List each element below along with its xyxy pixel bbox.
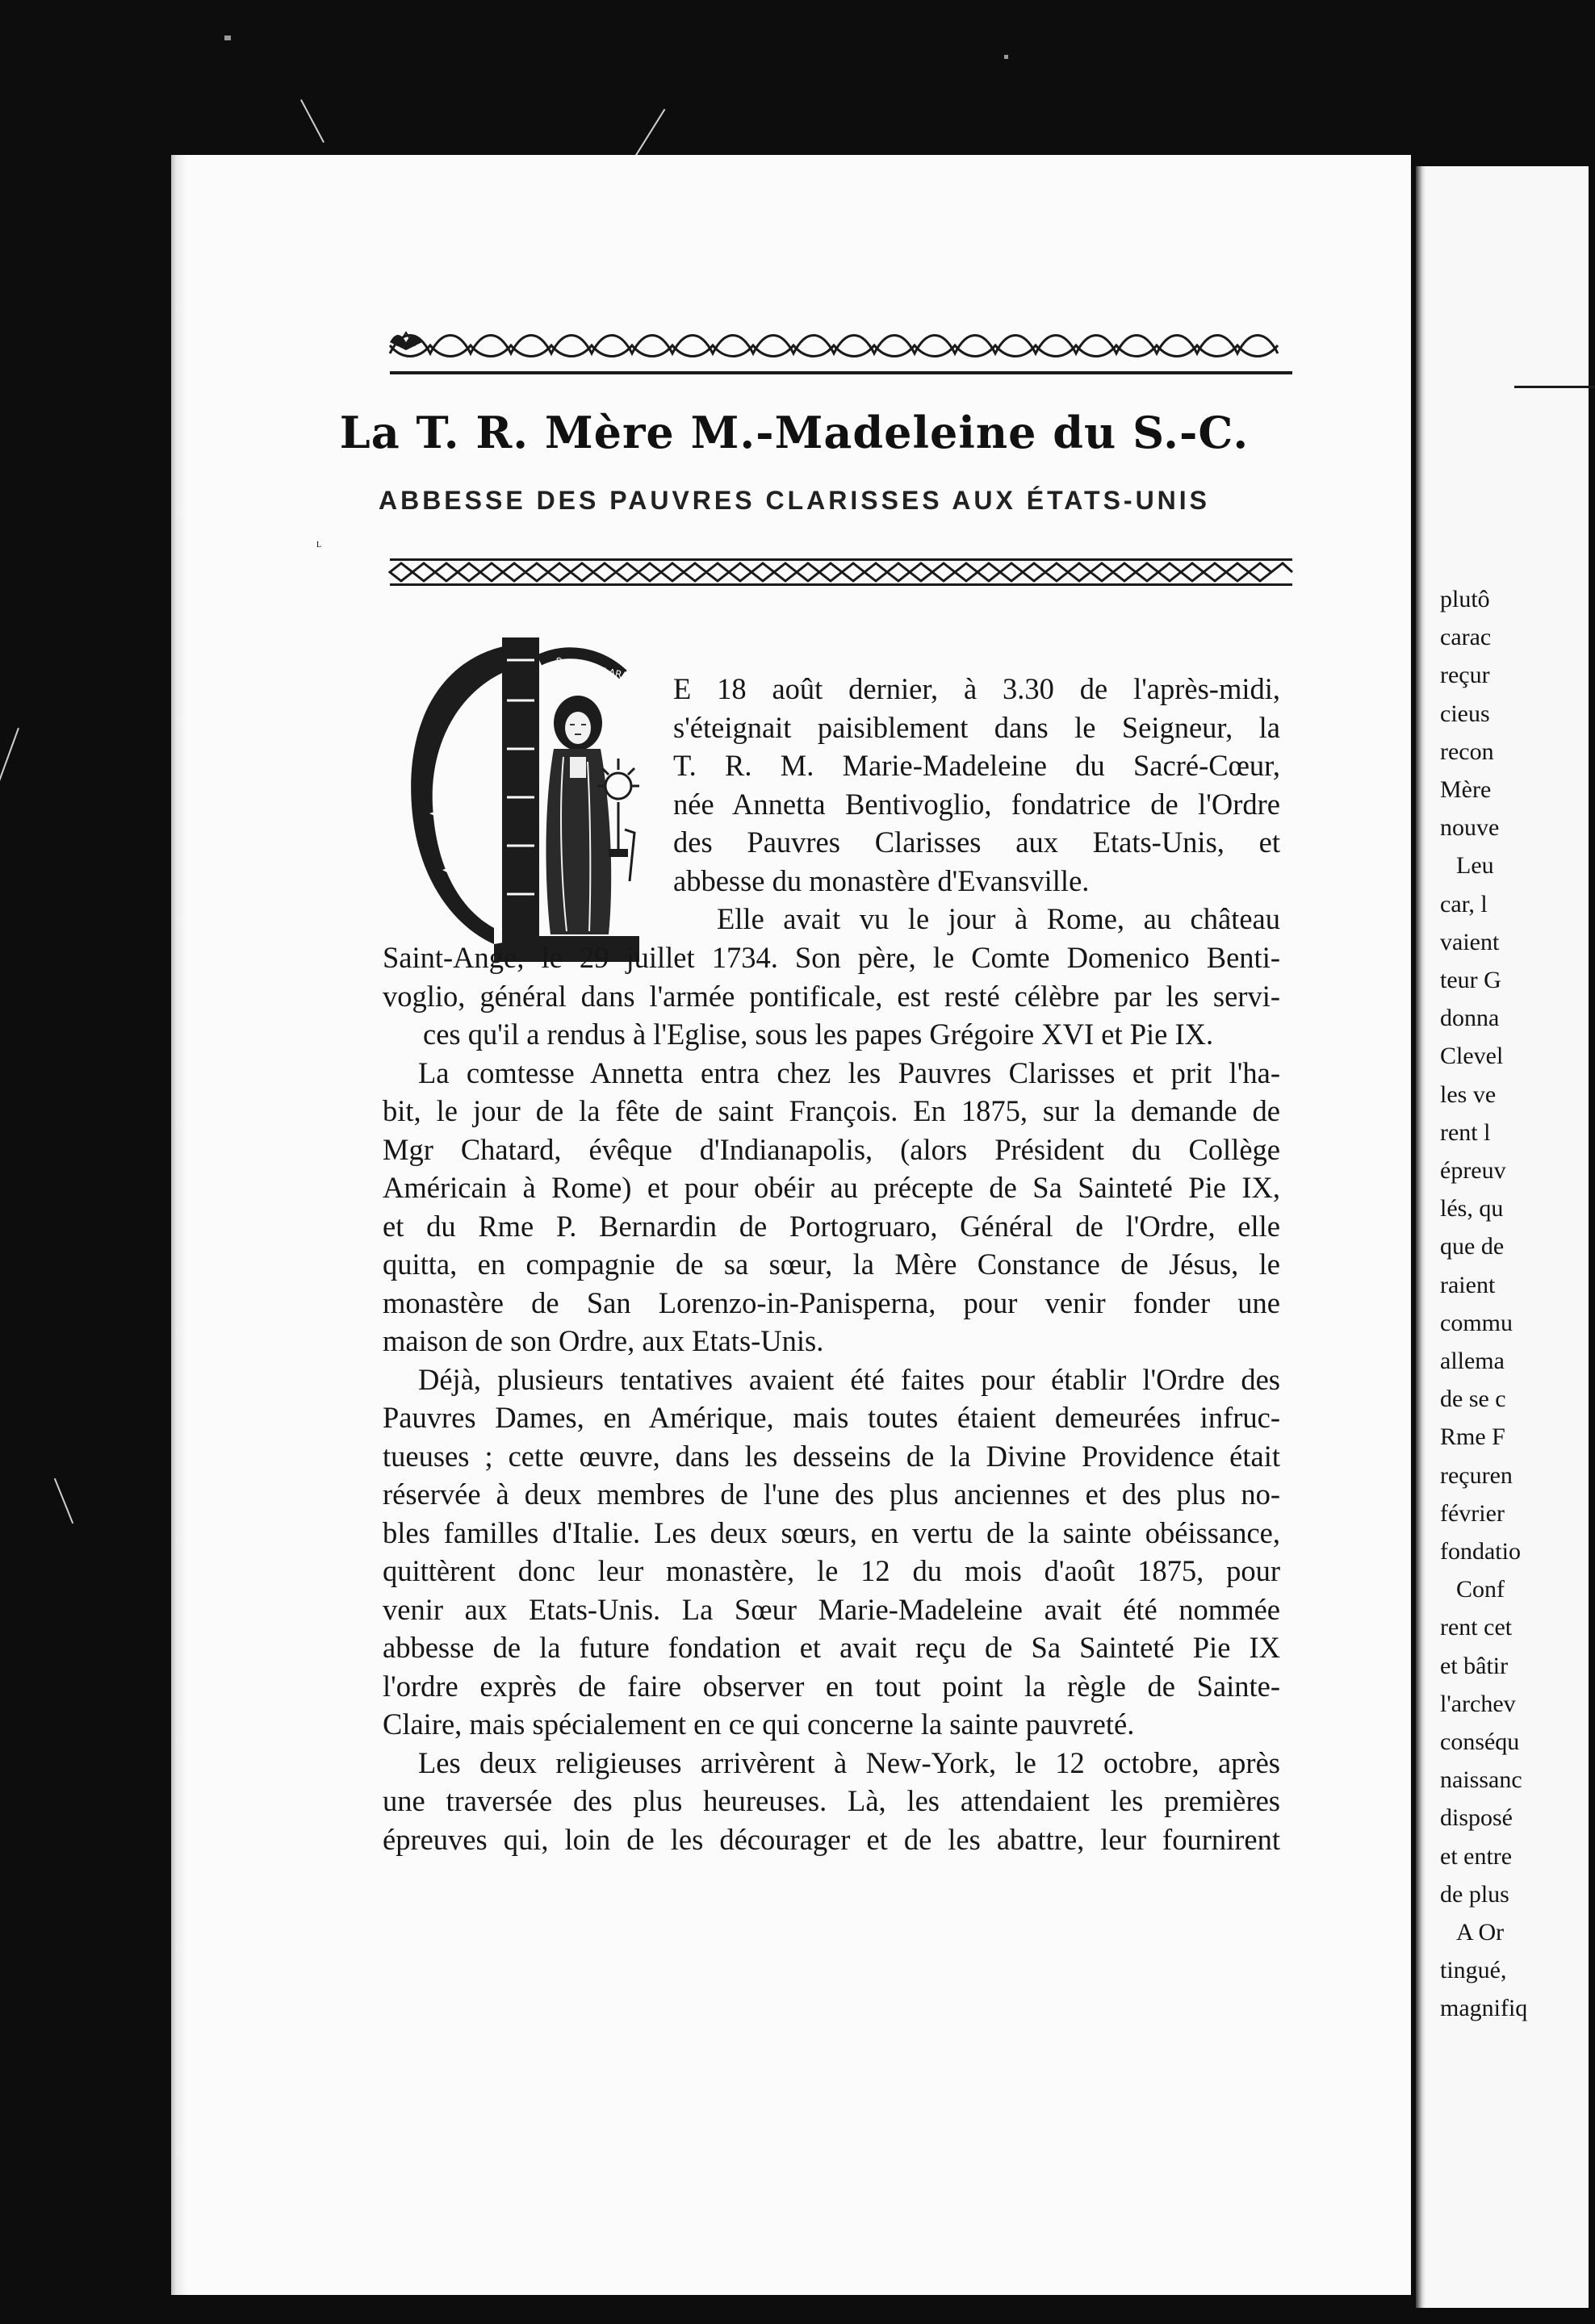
divider-ornament	[390, 558, 1292, 586]
article-body	[383, 938, 1280, 1858]
text-line: La comtesse Annetta entra chez les Pauvres Clarisses et prit l'ha-	[418, 1055, 1280, 1089]
scan-speck	[224, 36, 231, 40]
text-line: l'ordre exprès de faire observer en tout point la règle de Sainte-	[383, 1669, 1280, 1703]
right-page-line: car, l	[1440, 890, 1488, 917]
text-line: Pauvres Dames, en Amérique, mais toutes étaient demeurées infruc-	[383, 1401, 1280, 1434]
right-page-line: Clevel	[1440, 1043, 1504, 1070]
text-line: voglio, général dans l'armée pontificale, est resté célèbre par les servi-	[383, 979, 1280, 1013]
right-page-line: cieus	[1440, 700, 1490, 727]
text-line: maison de son Ordre, aux Etats-Unis.	[383, 1324, 824, 1357]
scan-stroke	[54, 1478, 73, 1524]
right-page-line: teur G	[1440, 967, 1501, 993]
scan-stroke	[300, 99, 324, 143]
right-page-line: lés, qu	[1440, 1195, 1504, 1223]
text-line: tueuses ; cette œuvre, dans les desseins de la Divine Providence était	[383, 1439, 1280, 1473]
right-page-line: de plus	[1440, 1880, 1509, 1908]
right-page-line: les ve	[1440, 1080, 1497, 1108]
right-page-line: février	[1440, 1499, 1505, 1527]
text-line: Américain à Rome) et pour obéir au précepte de Sa Sainteté Pie IX,	[383, 1171, 1280, 1204]
right-page-rule	[1514, 386, 1595, 388]
right-page-line: plutô	[1440, 586, 1490, 612]
right-page-line: rent l	[1440, 1118, 1491, 1146]
right-page-line: conséqu	[1440, 1728, 1520, 1755]
right-page-line: A Or	[1456, 1919, 1505, 1946]
right-page-line: que de	[1440, 1233, 1505, 1260]
scan-speck	[1004, 55, 1008, 59]
right-page-line: Conf	[1456, 1576, 1505, 1603]
text-line: née Annetta Bentivoglio, fondatrice de l'Ordre	[673, 787, 1280, 821]
text-line: quittèrent donc leur monastère, le 12 du mois d'août 1875, pour	[383, 1554, 1280, 1587]
text-line: venir aux Etats-Unis. La Sœur Marie-Madeleine avait été nommée	[383, 1592, 1280, 1626]
intro-paragraph	[673, 670, 1280, 938]
right-page-line: Mère	[1440, 776, 1492, 803]
text-line: réservée à deux membres de l'une des plus anciennes et des plus no-	[383, 1478, 1280, 1511]
right-page-line: raient	[1440, 1271, 1496, 1298]
right-page-line: vaient	[1440, 928, 1500, 955]
text-line: une traversée des plus heureuses. Là, les attendaient les premières	[383, 1784, 1280, 1817]
right-page-line: magnifiq	[1440, 1995, 1528, 2022]
article-title: La T. R. Mère M.-Madeleine du S.-C.	[339, 407, 1250, 458]
right-page-line: allema	[1440, 1348, 1505, 1374]
right-page-line: reçur	[1440, 662, 1490, 689]
text-line: s'éteignait paisiblement dans le Seigneur, la	[673, 710, 1280, 744]
right-page-line: épreuv	[1440, 1157, 1506, 1184]
right-page-line: de se c	[1440, 1386, 1506, 1413]
text-line: épreuves qui, loin de les décourager et de les abattre, leur fournirent	[383, 1822, 1280, 1856]
right-page-line: rent cet	[1440, 1614, 1513, 1641]
right-page-line: disposé	[1440, 1804, 1513, 1832]
text-line: Déjà, plusieurs tentatives avaient été faites pour établir l'Ordre des	[418, 1362, 1280, 1396]
right-page-line: nouve	[1440, 814, 1500, 842]
right-page-line: Leu	[1456, 852, 1494, 880]
text-line: E 18 août dernier, à 3.30 de l'après-midi,	[673, 672, 1280, 705]
text-line: abbesse du monastère d'Evansville.	[673, 863, 1090, 897]
page-gutter-shadow	[171, 155, 189, 2295]
right-page-line: reçuren	[1440, 1461, 1513, 1489]
text-line: Mgr Chatard, évêque d'Indianapolis, (alors Président du Collège	[383, 1132, 1280, 1166]
text-line: bit, le jour de la fête de saint François. En 1875, sur la demande de	[383, 1094, 1280, 1127]
right-page-line: commu	[1440, 1309, 1513, 1336]
right-page-line: Rme F	[1440, 1423, 1505, 1451]
right-page-line: l'archev	[1440, 1690, 1516, 1717]
scan-stroke	[0, 728, 19, 781]
right-page-line: naissanc	[1440, 1766, 1522, 1794]
right-page-line: tingué,	[1440, 1957, 1507, 1984]
text-line: monastère de San Lorenzo-in-Panisperna, pour venir fonder une	[383, 1285, 1280, 1319]
right-page-line: fondatio	[1440, 1538, 1521, 1565]
text-line: bles familles d'Italie. Les deux sœurs, en vertu de la sainte obéissance,	[383, 1515, 1280, 1549]
text-line: Claire, mais spécialement en ce qui concerne la sainte pauvreté.	[383, 1707, 1135, 1741]
text-line: quitta, en compagnie de sa sœur, la Mère Constance de Jésus, le	[383, 1248, 1280, 1281]
right-page-line: carac	[1440, 624, 1492, 651]
dropcap-banner-text: SANCTA CLARA	[554, 655, 630, 682]
text-line: des Pauvres Clarisses aux Etats-Unis, et	[673, 826, 1280, 859]
text-line: et du Rme P. Bernardin de Portogruaro, Général de l'Ordre, elle	[383, 1209, 1280, 1243]
text-line: Elle avait vu le jour à Rome, au château	[717, 902, 1280, 935]
dropcap-letter: L	[316, 541, 322, 550]
right-page-edge-shadow	[1416, 166, 1425, 2308]
text-line: Les deux religieuses arrivèrent à New-York, le 12 octobre, après	[418, 1745, 1280, 1779]
article-subtitle: ABBESSE DES PAUVRES CLARISSES AUX ÉTATS-UNIS	[378, 486, 1211, 515]
right-page-line: et bâtir	[1440, 1652, 1509, 1679]
text-line: T. R. M. Marie-Madeleine du Sacré-Cœur,	[673, 749, 1280, 782]
header-ornament	[390, 321, 1292, 378]
right-page	[1416, 166, 1589, 2308]
text-line: ces qu'il a rendus à l'Eglise, sous les papes Grégoire XVI et Pie IX.	[423, 1018, 1214, 1051]
text-line: abbesse de la future fondation et avait reçu de Sa Sainteté Pie IX	[383, 1631, 1280, 1664]
text-line: Saint-Ange, le 29 juillet 1734. Son père, le Comte Domenico Benti-	[383, 941, 1280, 974]
scan-stroke	[634, 109, 666, 157]
right-page-line: et entre	[1440, 1842, 1513, 1870]
right-page-line: recon	[1440, 738, 1494, 765]
dropcap-illustration	[316, 541, 644, 967]
right-page-line: donna	[1440, 1005, 1500, 1032]
